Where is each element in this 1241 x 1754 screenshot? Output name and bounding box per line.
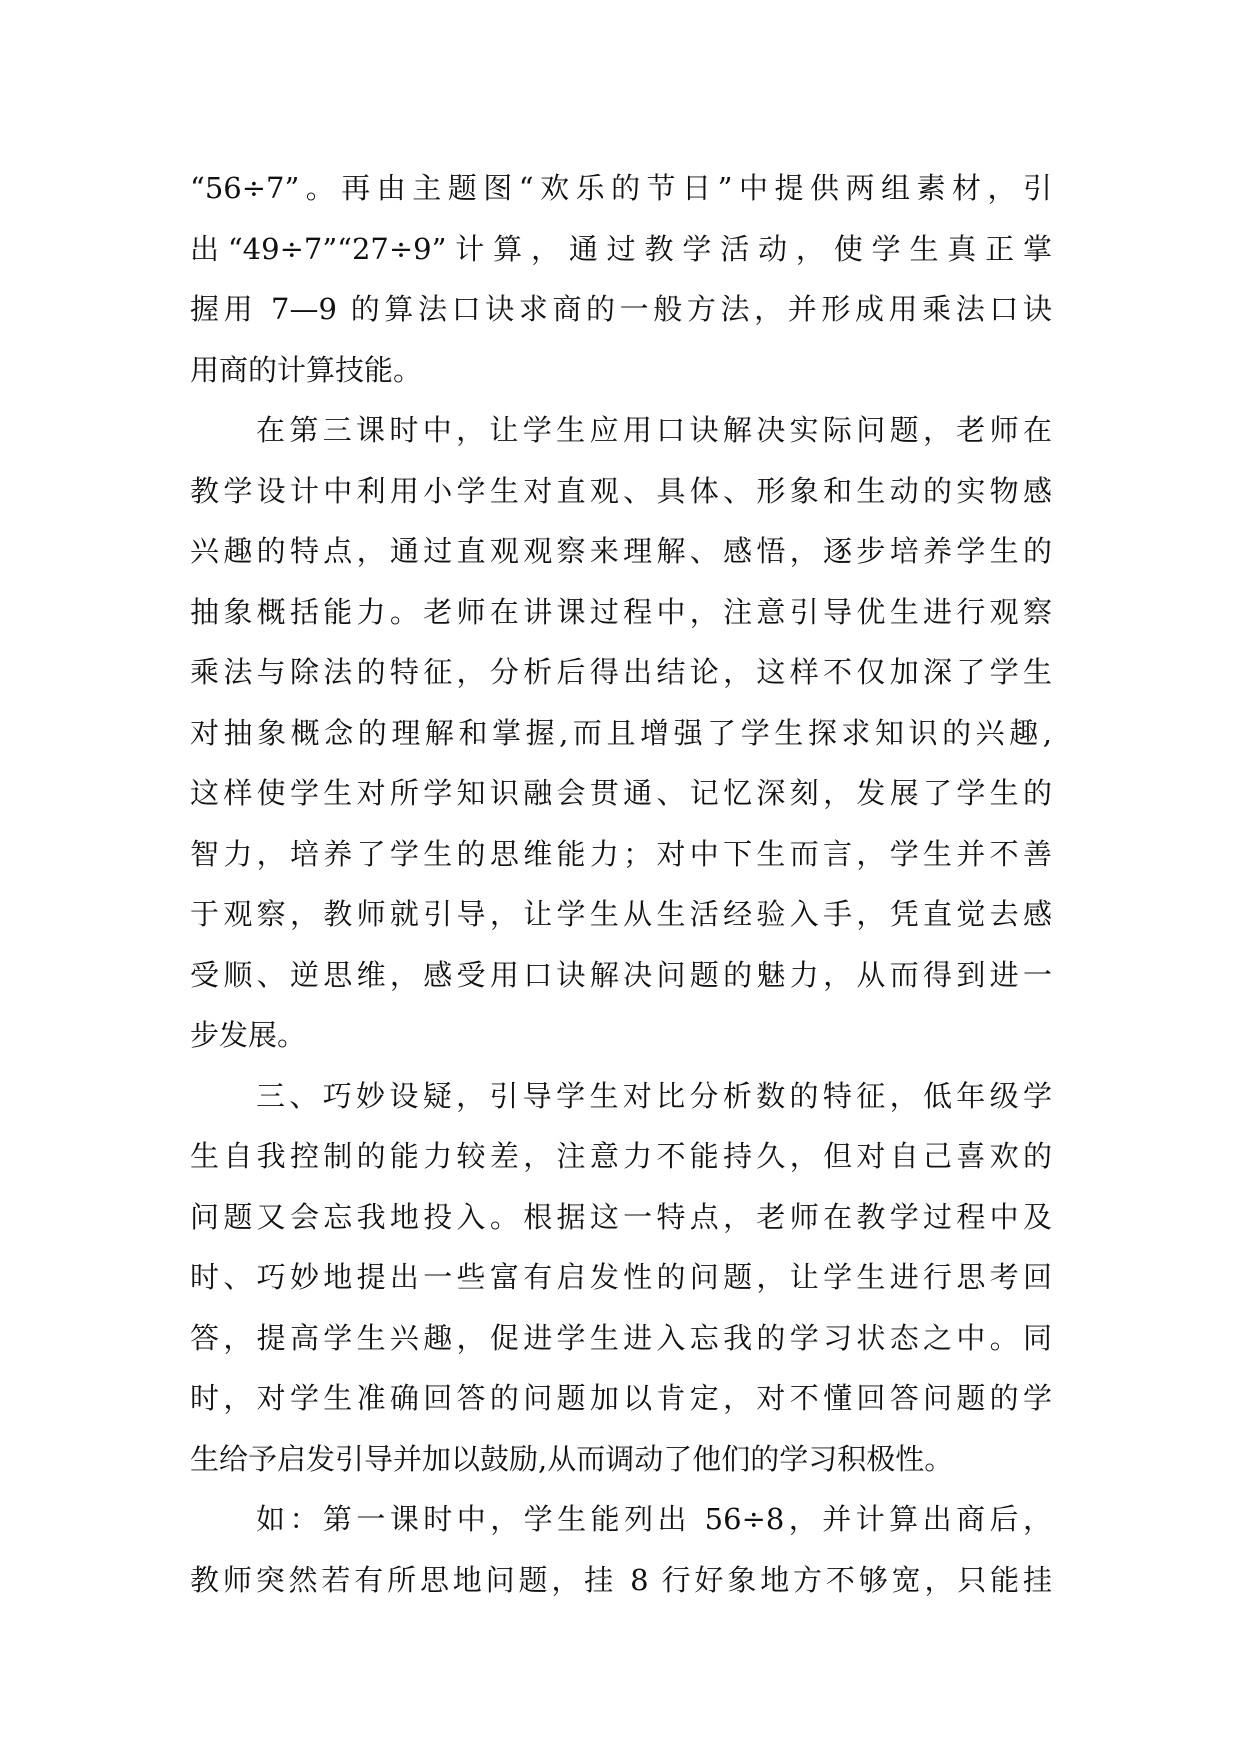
text-line: 教学设计中利用小学生对直观、具体、形象和生动的实物感 <box>190 473 1052 508</box>
text-line: 智力，培养了学生的思维能力；对中下生而言，学生并不善 <box>190 836 1052 871</box>
text-line: 受顺、逆思维，感受用口诀解决问题的魅力，从而得到进一 <box>190 957 1052 992</box>
text-line: 步发展。 <box>190 1018 307 1052</box>
text-line: “56÷7”。再由主题图“欢乐的节日”中提供两组素材，引 <box>190 171 1052 205</box>
text-line: 答，提高学生兴趣，促进学生进入忘我的学习状态之中。同 <box>190 1320 1052 1355</box>
text-line: 兴趣的特点，通过直观观察来理解、感悟，逐步培养学生的 <box>190 534 1052 568</box>
text-line: 问题又会忘我地投入。根据这一特点，老师在教学过程中及 <box>190 1199 1052 1234</box>
text-line: 教师突然若有所思地问题，挂 8 行好象地方不够宽，只能挂 <box>190 1562 1052 1597</box>
paragraph-first-line: 三、巧妙设疑，引导学生对比分析数的特征，低年级学 <box>256 1078 1052 1113</box>
text-line: 于观察，教师就引导，让学生从生活经验入手，凭直觉去感 <box>190 897 1052 931</box>
body-text <box>190 158 1052 1610</box>
text-line: 对抽象概念的理解和掌握,而且增强了学生探求知识的兴趣, <box>190 715 1052 750</box>
text-line: 生自我控制的能力较差，注意力不能持久，但对自己喜欢的 <box>190 1139 1052 1173</box>
text-line: 抽象概括能力。老师在讲课过程中，注意引导优生进行观察 <box>190 594 1052 629</box>
text-line: 握用 7—9 的算法口诀求商的一般方法，并形成用乘法口诀 <box>190 292 1052 326</box>
text-line: 时、巧妙地提出一些富有启发性的问题，让学生进行思考回 <box>190 1260 1052 1294</box>
text-line: 用商的计算技能。 <box>190 352 423 387</box>
text-line: 这样使学生对所学知识融会贯通、记忆深刻，发展了学生的 <box>190 776 1052 810</box>
paragraph-first-line: 如：第一课时中，学生能列出 56÷8，并计算出商后， <box>256 1502 1052 1536</box>
text-line: 出“49÷7”“27÷9”计算，通过教学活动，使学生真正掌 <box>190 231 1052 266</box>
text-line: 生给予启发引导并加以鼓励,从而调动了他们的学习积极性。 <box>190 1441 954 1476</box>
text-line: 乘法与除法的特征，分析后得出结论，这样不仅加深了学生 <box>190 655 1052 689</box>
paragraph-first-line: 在第三课时中，让学生应用口诀解决实际问题，老师在 <box>256 413 1052 447</box>
text-line: 时，对学生准确回答的问题加以肯定，对不懂回答问题的学 <box>190 1381 1052 1415</box>
